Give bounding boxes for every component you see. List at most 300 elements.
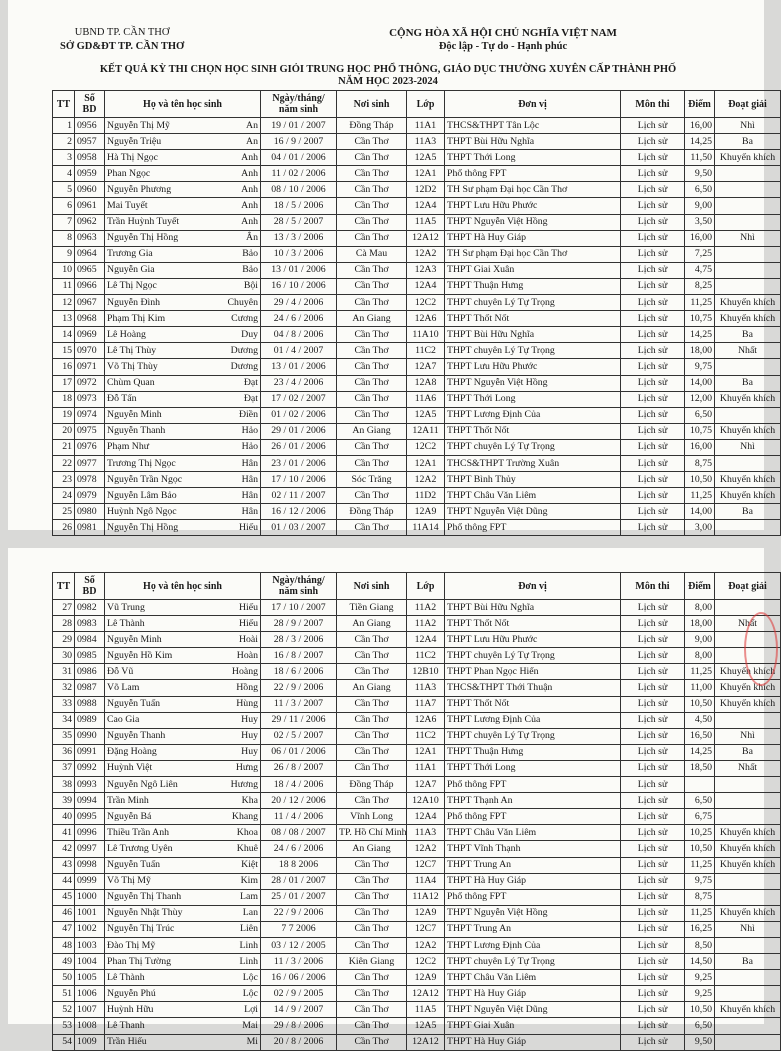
table-row (53, 262, 781, 278)
award: Khuyến khích (715, 664, 781, 680)
birth-place: Đồng Tháp (337, 118, 407, 134)
award (715, 278, 781, 294)
table-row (53, 198, 781, 214)
exam-number: 0965 (75, 262, 105, 278)
award: Ba (715, 327, 781, 343)
birth-date: 16 / 12 / 2006 (261, 504, 337, 520)
row-number: 12 (53, 295, 75, 311)
score: 10,50 (685, 1002, 715, 1018)
first-name: Anh (213, 214, 261, 230)
school-name: THPT Hà Huy Giáp (445, 230, 621, 246)
row-number: 31 (53, 664, 75, 680)
row-number: 46 (53, 905, 75, 921)
birth-date: 24 / 6 / 2006 (261, 311, 337, 327)
subject: Lịch sử (621, 809, 685, 825)
table-row (53, 1002, 781, 1018)
issuer-line-1: UBND TP. CẦN THƠ (74, 27, 170, 38)
subject: Lịch sử (621, 664, 685, 680)
table-row (53, 680, 781, 696)
award: Nhất (715, 760, 781, 776)
table-row (53, 1018, 781, 1034)
last-middle-name: Nguyễn Tuấn (105, 696, 213, 712)
first-name: Hùng (213, 696, 261, 712)
last-middle-name: Lê Hoàng (105, 327, 213, 343)
subject: Lịch sử (621, 166, 685, 182)
first-name: Hiếu (213, 600, 261, 616)
row-number: 44 (53, 873, 75, 889)
row-number: 38 (53, 777, 75, 793)
table-row (53, 712, 781, 728)
birth-place: Cần Thơ (337, 488, 407, 504)
birth-place: Kiên Giang (337, 954, 407, 970)
last-middle-name: Trần Hiếu (105, 1034, 213, 1050)
row-number: 47 (53, 921, 75, 937)
last-middle-name: Huỳnh Ngô Ngọc (105, 504, 213, 520)
motto-line-2: Độc lập - Tự do - Hạnh phúc (438, 41, 568, 52)
birth-date: 7 7 2006 (261, 921, 337, 937)
school-name: THPT chuyên Lý Tự Trọng (445, 648, 621, 664)
school-name: THPT chuyên Lý Tự Trọng (445, 295, 621, 311)
table-row (53, 214, 781, 230)
exam-number: 0986 (75, 664, 105, 680)
school-name: THPT Thốt Nốt (445, 696, 621, 712)
class-name: 12A12 (407, 230, 445, 246)
birth-place: Cần Thơ (337, 921, 407, 937)
table-row (53, 407, 781, 423)
award (715, 1034, 781, 1050)
school-name: THPT Nguyễn Việt Dũng (445, 504, 621, 520)
class-name: 12C2 (407, 954, 445, 970)
results-page-1 (8, 0, 776, 533)
birth-place: Cà Mau (337, 246, 407, 262)
class-name: 12A2 (407, 246, 445, 262)
subject: Lịch sử (621, 889, 685, 905)
table-row (53, 600, 781, 616)
row-number: 43 (53, 857, 75, 873)
class-name: 12C7 (407, 921, 445, 937)
table-row (53, 278, 781, 294)
score: 8,75 (685, 889, 715, 905)
school-name: TH Sư phạm Đại học Cần Thơ (445, 182, 621, 198)
column-header-pob: Nơi sinh (337, 91, 407, 118)
birth-place: Cần Thơ (337, 986, 407, 1002)
exam-number: 0971 (75, 359, 105, 375)
row-number: 17 (53, 375, 75, 391)
award (715, 777, 781, 793)
row-number: 4 (53, 166, 75, 182)
table-row (53, 118, 781, 134)
birth-date: 11 / 3 / 2007 (261, 696, 337, 712)
score: 10,50 (685, 472, 715, 488)
exam-number: 1007 (75, 1002, 105, 1018)
birth-date: 16 / 06 / 2006 (261, 970, 337, 986)
score: 10,25 (685, 825, 715, 841)
exam-number: 1005 (75, 970, 105, 986)
school-name: THPT Bùi Hữu Nghĩa (445, 600, 621, 616)
score: 11,00 (685, 680, 715, 696)
subject: Lịch sử (621, 777, 685, 793)
award: Nhất (715, 616, 781, 632)
table-row (53, 295, 781, 311)
last-middle-name: Nguyễn Đình (105, 295, 213, 311)
table-row (53, 359, 781, 375)
first-name: Khoa (213, 825, 261, 841)
first-name: Huy (213, 744, 261, 760)
table-row (53, 744, 781, 760)
column-header-dob: Ngày/tháng/ năm sinh (261, 573, 337, 600)
column-header-award: Đoạt giải (715, 573, 781, 600)
birth-date: 01 / 4 / 2007 (261, 343, 337, 359)
exam-number: 0976 (75, 439, 105, 455)
first-name: Hưng (213, 760, 261, 776)
first-name: Kiệt (213, 857, 261, 873)
class-name: 11A4 (407, 873, 445, 889)
first-name: Anh (213, 182, 261, 198)
issuer-line-2: SỞ GD&ĐT TP. CẦN THƠ (60, 41, 185, 52)
award (715, 246, 781, 262)
subject: Lịch sử (621, 1034, 685, 1050)
birth-date: 19 / 01 / 2007 (261, 118, 337, 134)
score: 14,25 (685, 134, 715, 150)
score: 10,50 (685, 841, 715, 857)
subject: Lịch sử (621, 391, 685, 407)
birth-place: Cần Thơ (337, 278, 407, 294)
exam-number: 0960 (75, 182, 105, 198)
issuer-header (60, 26, 184, 54)
first-name: Duy (213, 327, 261, 343)
birth-date: 04 / 01 / 2006 (261, 150, 337, 166)
score: 4,50 (685, 712, 715, 728)
row-number: 54 (53, 1034, 75, 1050)
school-name: THPT chuyên Lý Tự Trọng (445, 728, 621, 744)
subject: Lịch sử (621, 311, 685, 327)
row-number: 20 (53, 423, 75, 439)
exam-number: 0966 (75, 278, 105, 294)
first-name: Hân (213, 455, 261, 471)
birth-place: Cần Thơ (337, 375, 407, 391)
school-name: THPT Thuận Hưng (445, 278, 621, 294)
exam-number: 1003 (75, 937, 105, 953)
score: 6,50 (685, 793, 715, 809)
birth-place: Cần Thơ (337, 970, 407, 986)
birth-place: Cần Thơ (337, 1018, 407, 1034)
school-name: Phổ thông FPT (445, 520, 621, 536)
class-name: 12A12 (407, 986, 445, 1002)
exam-number: 0975 (75, 423, 105, 439)
score: 14,50 (685, 954, 715, 970)
school-name: THPT Lưu Hữu Phước (445, 359, 621, 375)
score: 12,00 (685, 391, 715, 407)
birth-place: Vĩnh Long (337, 809, 407, 825)
subject: Lịch sử (621, 632, 685, 648)
award: Nhì (715, 728, 781, 744)
award (715, 214, 781, 230)
award: Ba (715, 954, 781, 970)
score: 6,50 (685, 407, 715, 423)
school-name: Phổ thông FPT (445, 809, 621, 825)
birth-date: 22 / 9 / 2006 (261, 680, 337, 696)
score: 8,25 (685, 278, 715, 294)
award: Nhất (715, 343, 781, 359)
birth-date: 02 / 9 / 2005 (261, 986, 337, 1002)
row-number: 8 (53, 230, 75, 246)
table-row (53, 921, 781, 937)
last-middle-name: Lê Thanh (105, 1018, 213, 1034)
exam-number: 0979 (75, 488, 105, 504)
class-name: 12A7 (407, 777, 445, 793)
subject: Lịch sử (621, 150, 685, 166)
award (715, 166, 781, 182)
birth-place: Cần Thơ (337, 262, 407, 278)
subject: Lịch sử (621, 407, 685, 423)
subject: Lịch sử (621, 696, 685, 712)
birth-place: Cần Thơ (337, 937, 407, 953)
birth-place: Cần Thơ (337, 712, 407, 728)
first-name: Hồng (213, 680, 261, 696)
last-middle-name: Nguyễn Triệu (105, 134, 213, 150)
subject: Lịch sử (621, 1018, 685, 1034)
row-number: 1 (53, 118, 75, 134)
birth-date: 24 / 6 / 2006 (261, 841, 337, 857)
column-header-subject: Môn thi (621, 91, 685, 118)
birth-place: An Giang (337, 680, 407, 696)
first-name: Khang (213, 809, 261, 825)
last-middle-name: Cao Gia (105, 712, 213, 728)
last-middle-name: Trần Minh (105, 793, 213, 809)
exam-number: 0995 (75, 809, 105, 825)
table-row (53, 696, 781, 712)
birth-place: Cần Thơ (337, 520, 407, 536)
row-number: 24 (53, 488, 75, 504)
first-name: Anh (213, 166, 261, 182)
class-name: 12A12 (407, 1034, 445, 1050)
school-name: THPT chuyên Lý Tự Trọng (445, 343, 621, 359)
subject: Lịch sử (621, 214, 685, 230)
last-middle-name: Lê Thị Thùy (105, 343, 213, 359)
subject: Lịch sử (621, 472, 685, 488)
score: 10,50 (685, 696, 715, 712)
column-header-tt: TT (53, 91, 75, 118)
exam-number: 1000 (75, 889, 105, 905)
score: 16,00 (685, 230, 715, 246)
row-number: 7 (53, 214, 75, 230)
table-row (53, 375, 781, 391)
table-row (53, 230, 781, 246)
subject: Lịch sử (621, 841, 685, 857)
class-name: 11A2 (407, 600, 445, 616)
score: 10,75 (685, 311, 715, 327)
exam-number: 0999 (75, 873, 105, 889)
birth-place: Cần Thơ (337, 198, 407, 214)
award: Khuyến khích (715, 905, 781, 921)
birth-date: 22 / 9 / 2006 (261, 905, 337, 921)
birth-place: Cần Thơ (337, 407, 407, 423)
class-name: 12A7 (407, 359, 445, 375)
exam-number: 0989 (75, 712, 105, 728)
class-name: 12A1 (407, 744, 445, 760)
last-middle-name: Nguyễn Thị Hồng (105, 520, 213, 536)
subject: Lịch sử (621, 680, 685, 696)
first-name: An (213, 134, 261, 150)
last-middle-name: Võ Thị Mỹ (105, 873, 213, 889)
first-name: Hảo (213, 439, 261, 455)
school-name: THPT chuyên Lý Tự Trọng (445, 954, 621, 970)
first-name: Huy (213, 728, 261, 744)
table-row (53, 504, 781, 520)
column-header-dob: Ngày/tháng/ năm sinh (261, 91, 337, 118)
award (715, 455, 781, 471)
results-table-1 (52, 90, 781, 536)
first-name: Dương (213, 359, 261, 375)
column-header-score: Điểm (685, 573, 715, 600)
column-header-pob: Nơi sinh (337, 573, 407, 600)
birth-date: 28 / 3 / 2006 (261, 632, 337, 648)
birth-place: Tiền Giang (337, 600, 407, 616)
last-middle-name: Thiều Trần Anh (105, 825, 213, 841)
column-header-score: Điểm (685, 91, 715, 118)
birth-date: 18 / 6 / 2006 (261, 664, 337, 680)
score: 3,50 (685, 214, 715, 230)
birth-place: Cần Thơ (337, 905, 407, 921)
last-middle-name: Trương Thị Ngọc (105, 455, 213, 471)
award (715, 182, 781, 198)
first-name: An (213, 118, 261, 134)
school-name: THPT Giai Xuân (445, 262, 621, 278)
last-middle-name: Vũ Trung (105, 600, 213, 616)
row-number: 26 (53, 520, 75, 536)
award: Khuyến khích (715, 488, 781, 504)
row-number: 5 (53, 182, 75, 198)
birth-date: 29 / 11 / 2006 (261, 712, 337, 728)
row-number: 25 (53, 504, 75, 520)
table-header-row (53, 91, 781, 118)
row-number: 53 (53, 1018, 75, 1034)
subject: Lịch sử (621, 230, 685, 246)
birth-date: 06 / 01 / 2006 (261, 744, 337, 760)
school-name: THPT Lưu Hữu Phước (445, 198, 621, 214)
exam-number: 0987 (75, 680, 105, 696)
birth-date: 14 / 9 / 2007 (261, 1002, 337, 1018)
birth-date: 16 / 10 / 2006 (261, 278, 337, 294)
subject: Lịch sử (621, 600, 685, 616)
school-name: THPT Thới Long (445, 760, 621, 776)
last-middle-name: Nguyễn Gia (105, 262, 213, 278)
column-header-sbd: Số BD (75, 573, 105, 600)
birth-date: 11 / 4 / 2006 (261, 809, 337, 825)
award (715, 889, 781, 905)
table-row (53, 166, 781, 182)
birth-date: 17 / 10 / 2007 (261, 600, 337, 616)
class-name: 12D2 (407, 182, 445, 198)
school-name: THPT Thuận Hưng (445, 744, 621, 760)
first-name: Ân (213, 230, 261, 246)
subject: Lịch sử (621, 712, 685, 728)
birth-place: Cần Thơ (337, 327, 407, 343)
birth-place: An Giang (337, 423, 407, 439)
first-name: Hương (213, 777, 261, 793)
table-row (53, 793, 781, 809)
last-middle-name: Hà Thị Ngọc (105, 150, 213, 166)
birth-date: 16 / 8 / 2007 (261, 648, 337, 664)
award (715, 600, 781, 616)
birth-date: 20 / 12 / 2006 (261, 793, 337, 809)
first-name: Hân (213, 472, 261, 488)
last-middle-name: Nguyễn Nhật Thùy (105, 905, 213, 921)
class-name: 12A6 (407, 712, 445, 728)
birth-place: Cần Thơ (337, 166, 407, 182)
class-name: 11A12 (407, 889, 445, 905)
table-row (53, 423, 781, 439)
column-header-class: Lớp (407, 91, 445, 118)
school-name: THPT Trung An (445, 857, 621, 873)
row-number: 15 (53, 343, 75, 359)
birth-place: Cần Thơ (337, 134, 407, 150)
score: 11,25 (685, 488, 715, 504)
subject: Lịch sử (621, 295, 685, 311)
subject: Lịch sử (621, 970, 685, 986)
subject: Lịch sử (621, 1002, 685, 1018)
birth-place: Cần Thơ (337, 182, 407, 198)
row-number: 45 (53, 889, 75, 905)
row-number: 13 (53, 311, 75, 327)
first-name: Kha (213, 793, 261, 809)
exam-number: 1008 (75, 1018, 105, 1034)
class-name: 12A4 (407, 278, 445, 294)
exam-number: 0988 (75, 696, 105, 712)
table-row (53, 327, 781, 343)
table-row (53, 905, 781, 921)
class-name: 12A5 (407, 1018, 445, 1034)
award (715, 1018, 781, 1034)
exam-number: 0962 (75, 214, 105, 230)
score: 6,50 (685, 182, 715, 198)
subject: Lịch sử (621, 520, 685, 536)
row-number: 42 (53, 841, 75, 857)
score: 11,25 (685, 664, 715, 680)
school-name: THPT Châu Văn Liêm (445, 488, 621, 504)
score: 18,00 (685, 343, 715, 359)
first-name: Mi (213, 1034, 261, 1050)
award (715, 407, 781, 423)
class-name: 12A4 (407, 198, 445, 214)
exam-number: 0990 (75, 728, 105, 744)
class-name: 12A9 (407, 504, 445, 520)
birth-date: 18 / 4 / 2006 (261, 777, 337, 793)
subject: Lịch sử (621, 343, 685, 359)
award: Khuyến khích (715, 391, 781, 407)
exam-number: 0958 (75, 150, 105, 166)
last-middle-name: Lê Trương Uyên (105, 841, 213, 857)
subject: Lịch sử (621, 423, 685, 439)
class-name: 11A7 (407, 696, 445, 712)
first-name: Lộc (213, 970, 261, 986)
class-name: 12A8 (407, 375, 445, 391)
subject: Lịch sử (621, 648, 685, 664)
exam-number: 0972 (75, 375, 105, 391)
row-number: 16 (53, 359, 75, 375)
birth-place: Cần Thơ (337, 150, 407, 166)
table-row (53, 986, 781, 1002)
row-number: 40 (53, 809, 75, 825)
class-name: 12A1 (407, 166, 445, 182)
subject: Lịch sử (621, 986, 685, 1002)
school-name: THPT chuyên Lý Tự Trọng (445, 439, 621, 455)
subject: Lịch sử (621, 246, 685, 262)
score: 18,50 (685, 760, 715, 776)
birth-date: 01 / 03 / 2007 (261, 520, 337, 536)
first-name: Lợi (213, 1002, 261, 1018)
last-middle-name: Đỗ Vũ (105, 664, 213, 680)
